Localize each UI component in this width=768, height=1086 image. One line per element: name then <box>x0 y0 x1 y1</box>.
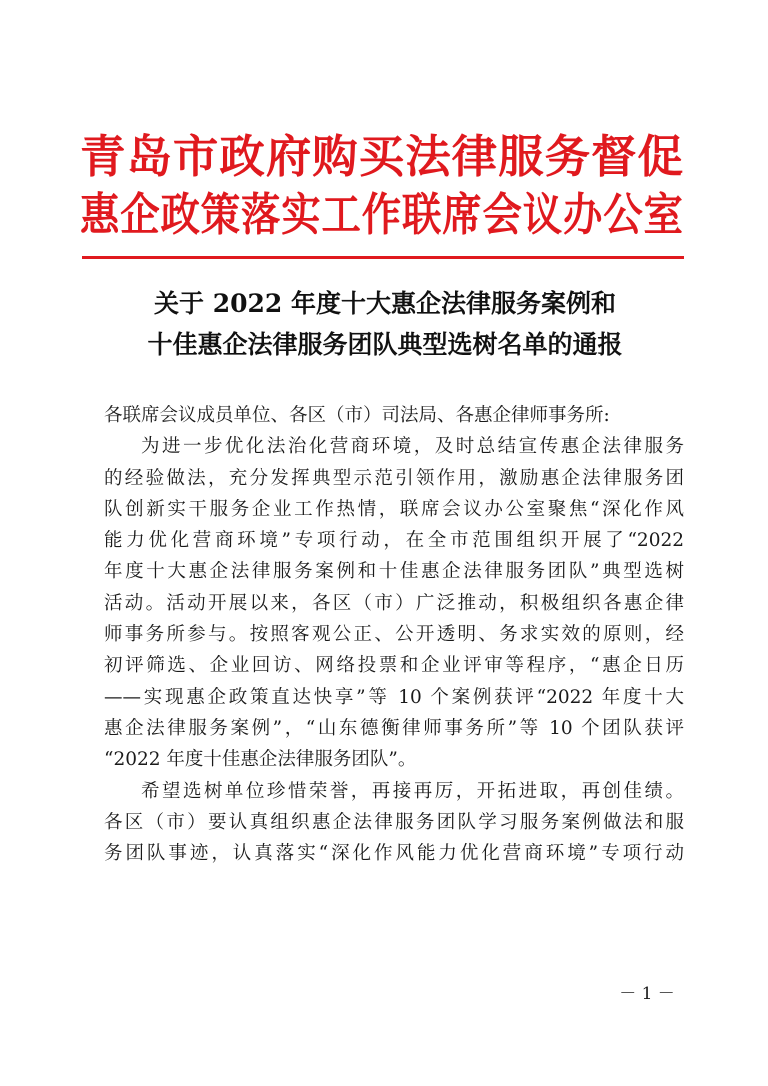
paragraph-1-line: “2022 年度十佳惠企法律服务团队”。 <box>104 749 417 771</box>
paragraph-2-line: 务团队事迹，认真落实“深化作风能力优化营商环境”专项行动 <box>104 843 684 865</box>
salutation: 各联席会议成员单位、各区（市）司法局、各惠企律师事务所: <box>104 405 610 426</box>
document-body <box>104 400 684 869</box>
paragraph-2-line: 希望选树单位珍惜荣誉，再接再厉，开拓进取，再创佳绩。 <box>141 780 684 802</box>
paragraph-1-line: 能力优化营商环境”专项行动，在全市范围组织开展了“2022 <box>104 530 684 552</box>
masthead-line-1: 青岛市政府购买法律服务督促 <box>80 130 684 183</box>
document-title <box>90 283 680 365</box>
paragraph-1-line: 惠企法律服务案例”，“山东德衡律师事务所”等 10 个团队获评 <box>104 717 684 739</box>
paragraph-1-line: 为进一步优化法治化营商环境，及时总结宣传惠企法律服务 <box>141 436 684 458</box>
paragraph-2-line: 各区（市）要认真组织惠企法律服务团队学习服务案例做法和服 <box>104 811 684 833</box>
document-title-line-1: 关于 2022 年度十大惠企法律服务案例和 <box>154 289 616 318</box>
document-title-line-2: 十佳惠企法律服务团队典型选树名单的通报 <box>147 330 623 359</box>
paragraph-1-line: 的经验做法，充分发挥典型示范引领作用，激励惠企法律服务团 <box>104 467 684 489</box>
masthead-header <box>80 128 690 244</box>
masthead-line-2: 惠企政策落实工作联席会议办公室 <box>80 188 684 241</box>
paragraph-1-line: 队创新实干服务企业工作热情，联席会议办公室聚焦“深化作风 <box>104 498 684 520</box>
paragraph-1-line: ——实现惠企政策直达快享”等 10 个案例获评“2022 年度十大 <box>104 686 684 708</box>
paragraph-1-line: 活动。活动开展以来，各区（市）广泛推动，积极组织各惠企律 <box>104 592 684 614</box>
paragraph-1-line: 师事务所参与。按照客观公正、公开透明、务求实效的原则，经 <box>104 624 684 646</box>
page-number: － 1 － <box>619 984 675 1004</box>
paragraph-1-line: 年度十大惠企法律服务案例和十佳惠企法律服务团队”典型选树 <box>104 561 684 583</box>
masthead-red-divider <box>82 256 684 259</box>
paragraph-1-line: 初评筛选、企业回访、网络投票和企业评审等程序，“惠企日历 <box>104 655 684 677</box>
